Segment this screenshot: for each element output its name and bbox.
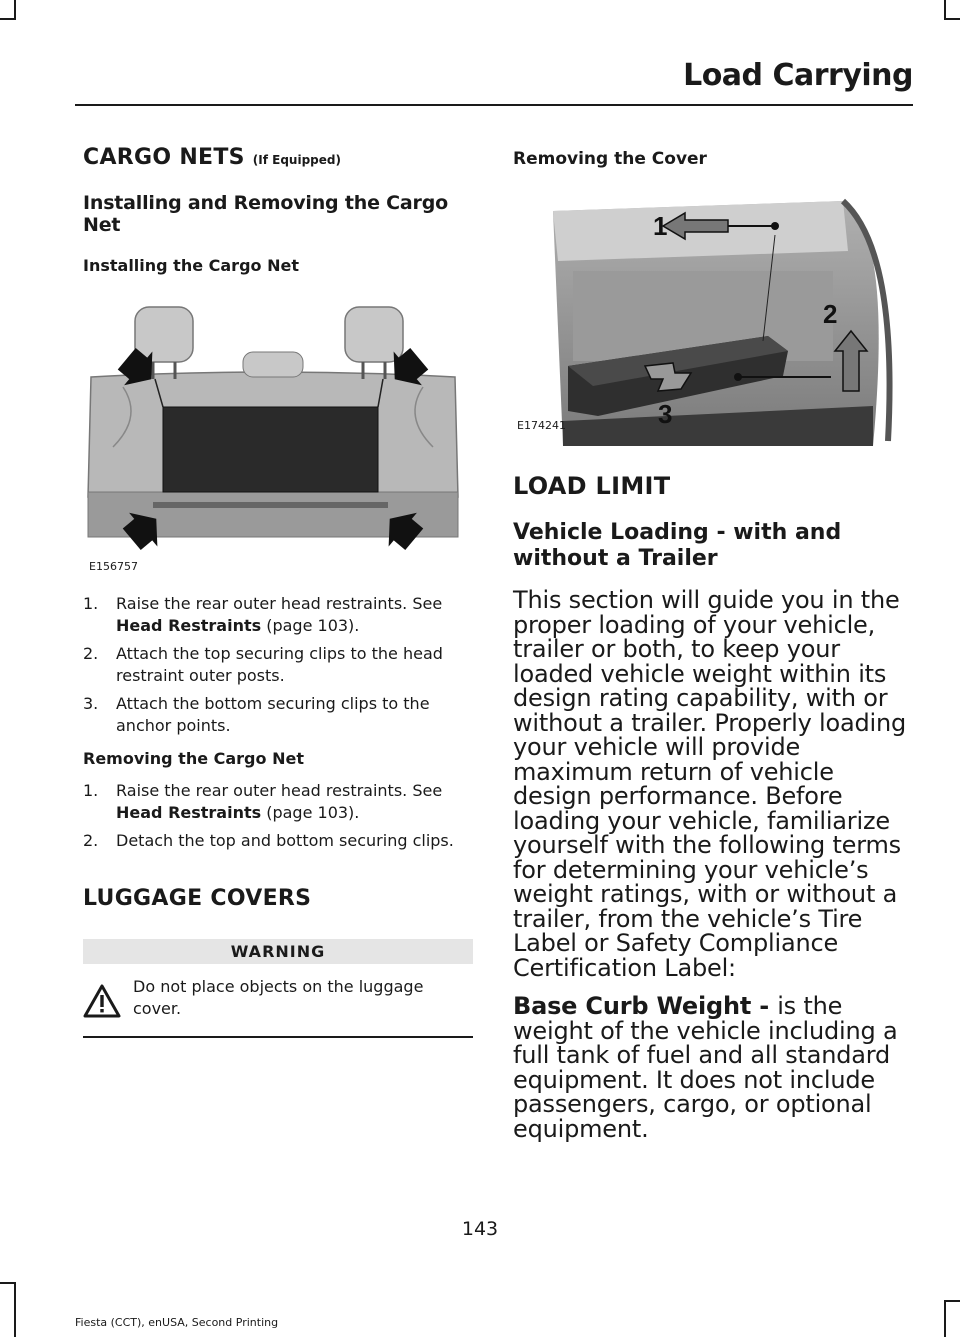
list-item	[83, 780, 475, 824]
intro-paragraph: This section will guide you in the proper loading of your vehicle, trailer or both, to keep your loaded vehicle weight within its design rating capability, with or without a trailer. Properly loading your vehicle will provide maximum return of vehicle design performance. Before loading your vehicle, familiarize yourself with the following terms for determining your vehicle’s weight ratings, with or without a trailer, from the vehicle’s Tire Label or Safety Compliance Certification Label:	[513, 586, 907, 982]
right-column	[513, 145, 913, 1141]
cross-reference-link[interactable]: Head Restraints	[116, 803, 262, 822]
warning-triangle-icon	[83, 976, 133, 1022]
left-column	[83, 145, 475, 1038]
step-text: Attach the top securing clips to the head restraint outer posts.	[116, 644, 443, 685]
page-reference: (page 103).	[261, 616, 360, 635]
warning-text: Do not place objects on the luggage cover.	[133, 977, 424, 1018]
luggage-cover-illustration	[513, 191, 913, 446]
crop-mark	[944, 18, 960, 20]
step-text	[116, 593, 475, 637]
crop-mark	[14, 1282, 16, 1337]
section-title-luggage-covers: LUGGAGE COVERS	[83, 886, 312, 911]
warning-box	[83, 939, 473, 1038]
term-definition: is the weight of the vehicle including a full tank of fuel and all standard equipment. It does not include passengers, cargo, or optional equipment.	[513, 992, 898, 1143]
step-number: 1.	[83, 594, 99, 613]
callout-3: 3	[658, 399, 673, 429]
crop-mark	[0, 1282, 16, 1284]
warning-label: WARNING	[83, 939, 473, 964]
figure-code: E174241	[517, 419, 566, 432]
callout-2: 2	[823, 299, 838, 329]
removing-cover-title: Removing the Cover	[513, 149, 707, 169]
step-text-main: Raise the rear outer head restraints. See	[116, 594, 443, 613]
cargo-net-illustration	[83, 297, 463, 577]
figure-code: E156757	[89, 560, 138, 573]
cargo-net-figure	[83, 297, 463, 577]
section-title-suffix: (If Equipped)	[252, 153, 341, 167]
step-text: Detach the top and bottom securing clips.	[116, 831, 454, 850]
step-text: Attach the bottom securing clips to the anchor points.	[116, 694, 430, 735]
list-item	[83, 643, 475, 687]
list-item	[83, 693, 475, 737]
crop-mark	[14, 0, 16, 20]
section-title-load-limit: LOAD LIMIT	[513, 472, 671, 500]
remove-steps	[83, 780, 475, 852]
step-number: 3.	[83, 694, 99, 713]
crop-mark	[944, 0, 946, 20]
step-number: 2.	[83, 831, 99, 850]
section-title-cargo-nets	[83, 145, 475, 170]
header-rule	[75, 104, 913, 106]
callout-1: 1	[653, 211, 668, 241]
page-header-title: Load Carrying	[683, 58, 913, 93]
term-label: Base Curb Weight -	[513, 992, 778, 1020]
removing-net-title: Removing the Cargo Net	[83, 749, 304, 768]
section-title-text: CARGO NETS	[83, 145, 245, 170]
subsection-title: Installing and Removing the Cargo Net	[83, 192, 448, 236]
cross-reference-link[interactable]: Head Restraints	[116, 616, 262, 635]
luggage-cover-figure	[513, 191, 913, 446]
list-item	[83, 830, 475, 852]
step-number: 2.	[83, 644, 99, 663]
page-reference: (page 103).	[261, 803, 360, 822]
installing-title: Installing the Cargo Net	[83, 256, 299, 275]
step-number: 1.	[83, 781, 99, 800]
step-text	[116, 780, 475, 824]
edition-info: Fiesta (CCT), enUSA, Second Printing	[75, 1316, 279, 1329]
crop-mark	[0, 18, 16, 20]
step-text-main: Raise the rear outer head restraints. See	[116, 781, 443, 800]
list-item	[83, 593, 475, 637]
warning-body	[83, 964, 473, 1038]
crop-mark	[944, 1300, 960, 1302]
install-steps	[83, 593, 475, 737]
vehicle-loading-title: Vehicle Loading - with and without a Trailer	[513, 520, 842, 571]
crop-mark	[944, 1300, 946, 1337]
base-curb-weight-paragraph	[513, 994, 913, 1141]
page-number: 143	[461, 1218, 499, 1240]
